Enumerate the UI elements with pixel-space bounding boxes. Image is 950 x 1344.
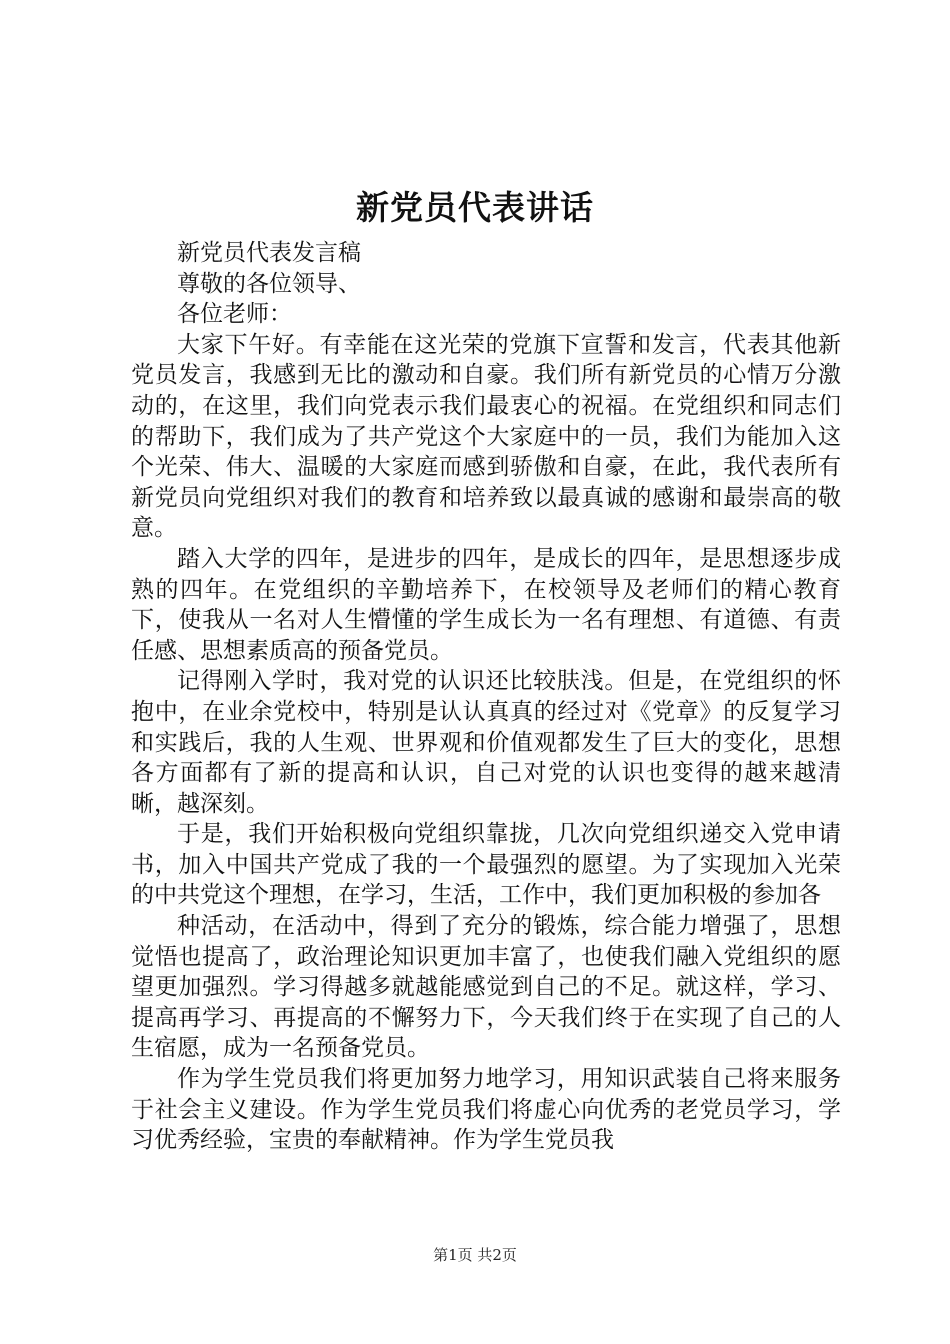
document-body — [131, 238, 841, 1156]
page-footer: 第1页 共2页 — [433, 1246, 517, 1264]
paragraph-party-understanding: 记得刚入学时，我对党的认识还比较肤浅。但是，在党组织的怀抱中，在业余党校中，特别是认认真真的经过对《党章》的反复学习和实践后，我的人生观、世界观和价值观都发生了巨大的变化，思想各方面都有了新的提高和认识，自己对党的认识也变得的越来越清晰，越深刻。 — [131, 668, 841, 817]
paragraph-greeting: 大家下午好。有幸能在这光荣的党旗下宣誓和发言，代表其他新党员发言，我感到无比的激动和自豪。我们所有新党员的心情万分激动的，在这里，我们向党表示我们最衷心的祝福。在党组织和同志们的帮助下，我们成为了共产党这个大家庭中的一员，我们为能加入这个光荣、伟大、温暖的大家庭而感到骄傲和自豪，在此，我代表所有新党员向党组织对我们的教育和培养致以最真诚的感谢和最崇高的敬意。 — [131, 331, 841, 542]
page-title: 新党员代表讲话 — [356, 188, 594, 227]
paragraph-commitment: 作为学生党员我们将更加努力地学习，用知识武装自己将来服务于社会主义建设。作为学生党员我们将虚心向优秀的老党员学习，学习优秀经验，宝贵的奉献精神。作为学生党员我 — [131, 1066, 841, 1154]
paragraph-application: 于是，我们开始积极向党组织靠拢，几次向党组织递交入党申请书，加入中国共产党成了我的一个最强烈的愿望。为了实现加入光荣的中共党这个理想，在学习，生活，工作中，我们更加积极的参加各 — [131, 821, 841, 909]
paragraph-activities: 种活动，在活动中，得到了充分的锻炼，综合能力增强了，思想觉悟也提高了，政治理论知识更加丰富了，也使我们融入党组织的愿望更加强烈。学习得越多就越能感觉到自己的不足。就这样，学习、提高再学习、再提高的不懈努力下，今天我们终于在实现了自己的人生宿愿，成为一名预备党员。 — [131, 913, 841, 1062]
paragraph-salutation-teachers: 各位老师： — [177, 301, 292, 328]
paragraph-heading: 新党员代表发言稿 — [177, 240, 361, 266]
paragraph-university-years: 踏入大学的四年，是进步的四年，是成长的四年，是思想逐步成熟的四年。在党组织的辛勤培养下，在校领导及老师们的精心教育下，使我从一名对人生懵懂的学生成长为一名有理想、有道德、有责任感、思想素质高的预备党员。 — [131, 545, 841, 664]
paragraph-salutation-leaders: 尊敬的各位领导、 — [177, 270, 361, 297]
